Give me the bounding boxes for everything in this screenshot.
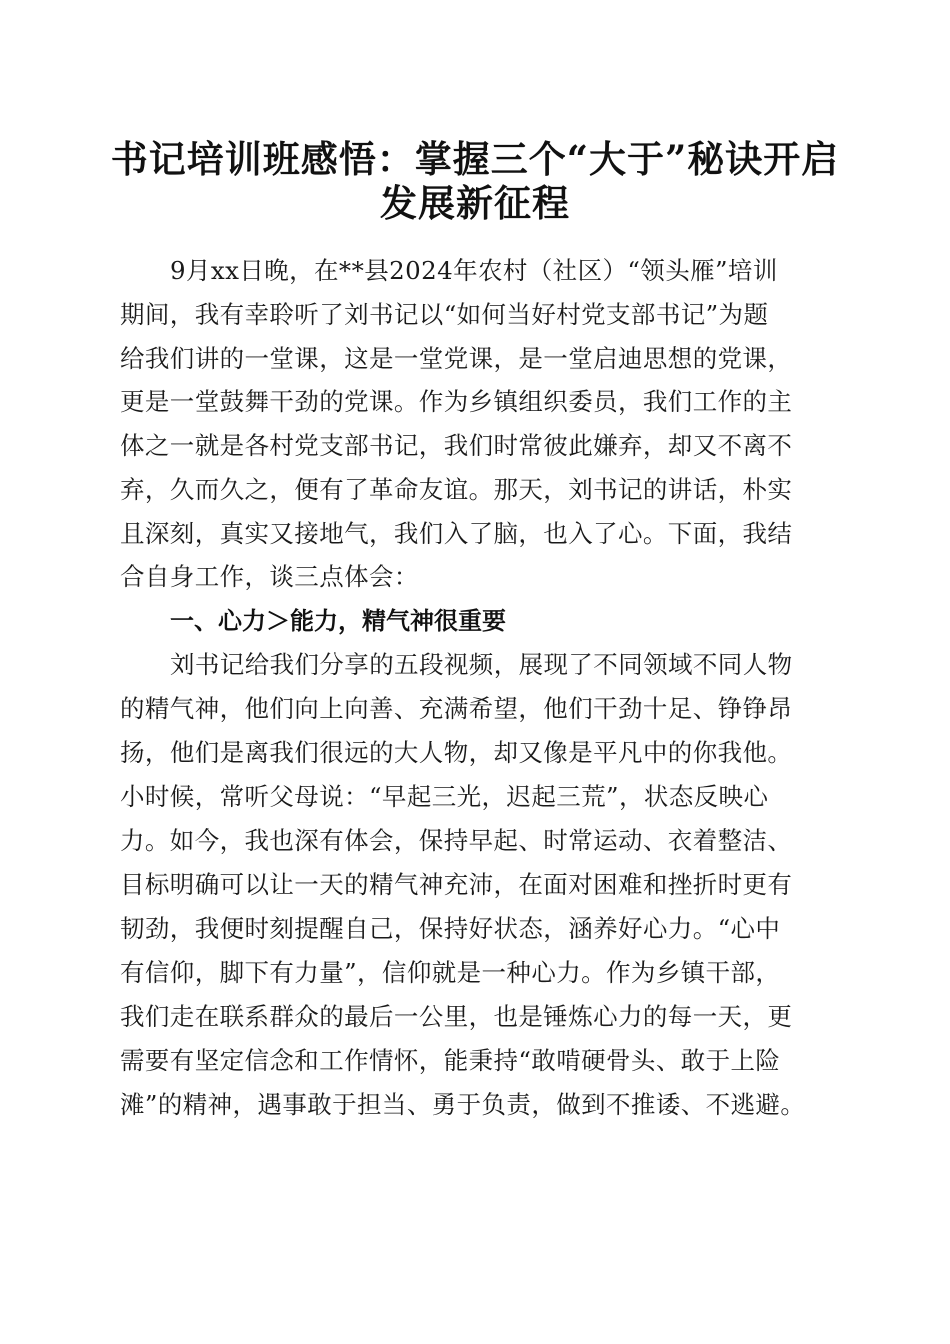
paragraph-1-line-7: 且深刻，真实又接地气，我们入了脑，也入了心。下面，我结 xyxy=(120,519,793,548)
paragraph-2-line-7: 韧劲，我便时刻提醒自己，保持好状态，涵养好心力。“心中 xyxy=(120,914,781,943)
paragraph-2-line-10: 需要有坚定信念和工作情怀，能秉持“敢啃硬骨头、敢于上险 xyxy=(120,1046,781,1075)
paragraph-1-line-5: 体之一就是各村党支部书记，我们时常彼此嫌弃，却又不离不 xyxy=(120,431,793,460)
paragraph-2-line-6: 目标明确可以让一天的精气神充沛，在面对困难和挫折时更有 xyxy=(120,870,793,899)
paragraph-2-line-3: 扬，他们是离我们很远的大人物，却又像是平凡中的你我他。 xyxy=(120,738,793,767)
paragraph-1-line-6: 弃，久而久之，便有了革命友谊。那天，刘书记的讲话，朴实 xyxy=(120,475,793,504)
paragraph-2-line-8: 有信仰，脚下有力量”，信仰就是一种心力。作为乡镇干部， xyxy=(120,958,781,987)
paragraph-1-line-1: 9月xx日晚，在**县2024年农村（社区）“领头雁”培训 xyxy=(170,256,778,285)
paragraph-2-line-11: 滩”的精神，遇事敢于担当、勇于负责，做到不推诿、不逃避。 xyxy=(120,1090,806,1119)
paragraph-2-line-1: 刘书记给我们分享的五段视频，展现了不同领域不同人物 xyxy=(170,650,793,679)
paragraph-2-line-4: 小时候，常听父母说：“早起三光，迟起三荒”，状态反映心 xyxy=(120,782,769,811)
paragraph-2-line-2: 的精气神，他们向上向善、充满希望，他们干劲十足、铮铮昂 xyxy=(120,694,793,723)
paragraph-2-line-5: 力。如今，我也深有体会，保持早起、时常运动、衣着整洁、 xyxy=(120,826,793,855)
paragraph-1-line-3: 给我们讲的一堂课，这是一堂党课，是一堂启迪思想的党课， xyxy=(120,344,793,373)
title-line-1: 书记培训班感悟：掌握三个“大于”秘诀开启 xyxy=(110,137,840,181)
title-line-2: 发展新征程 xyxy=(380,181,570,225)
section-heading-1: 一、心力＞能力，精气神很重要 xyxy=(170,607,506,635)
paragraph-1-line-2: 期间，我有幸聆听了刘书记以“如何当好村党支部书记”为题 xyxy=(120,300,769,329)
paragraph-2-line-9: 我们走在联系群众的最后一公里，也是锤炼心力的每一天，更 xyxy=(120,1002,793,1031)
paragraph-1-line-8: 合自身工作，谈三点体会： xyxy=(120,562,419,591)
paragraph-1-line-4: 更是一堂鼓舞干劲的党课。作为乡镇组织委员，我们工作的主 xyxy=(120,387,793,416)
